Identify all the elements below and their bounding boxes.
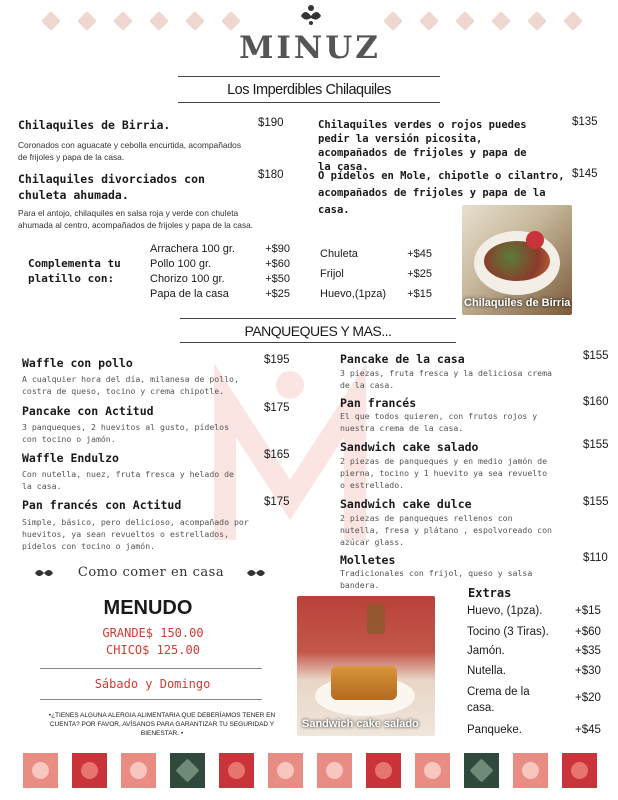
allergy-note: •¿TIENES ALGUNA ALERGIA ALIMENTARIA QUE DEBERÍAMOS TENER EN CUENTA? POR FAVOR, AVÍSANOS PARA GARANTIZAR TU SEGURIDAD Y BIENESTAR. • [48, 712, 276, 737]
item-name: Pan francés [340, 396, 417, 410]
extras-price: +$15 [575, 605, 601, 617]
extra-name: Huevo,(1pza) [320, 288, 387, 300]
sandwich-photo [297, 596, 435, 736]
menudo-title: MENUDO [103, 597, 193, 619]
photo-caption: Chilaquiles de Birria [464, 297, 571, 309]
tile-pattern [23, 753, 58, 788]
extras-price: +$60 [575, 626, 601, 638]
item-name: Chilaquiles verdes o rojos puedes pedir la versión picosita, acompañados de frijoles y papa de la casa. [318, 119, 527, 173]
item-desc: A cualquier hora del día, milanesa de pollo, costra de queso, tocino y crema chipotle. [22, 374, 239, 396]
extras-item [467, 605, 602, 617]
item-desc: 2 piezas de panqueques y en medio jamón de pierna, tocino y 1 huevito ya sea revuelto o estrellado. [340, 456, 548, 490]
tile-pattern [317, 753, 352, 788]
tile-pattern [219, 753, 254, 788]
item-desc: Coronados con aguacate y cebolla encurtida, acompañados de frijoles y papa de la casa. [18, 140, 242, 162]
item-desc: Simple, básico, pero delicioso, acompañado por huevitos, ya sean revueltos o estrellados, pídelos con tocino o jamón. [22, 517, 249, 551]
tile-pattern [562, 753, 597, 788]
item-desc: Para el antojo, chilaquiles en salsa roja y verde con chuleta ahumada al centro, acompañados de frijoles y papa de la casa. [18, 208, 254, 230]
extras-name: Jamón. [467, 645, 505, 657]
divider [40, 699, 262, 700]
tile-pattern [268, 753, 303, 788]
item-name: Pan francés con Actitud [22, 498, 182, 512]
option-price: +$90 [265, 243, 290, 255]
extras-name: Nutella. [467, 665, 506, 677]
item-name: Pancake de la casa [340, 352, 465, 366]
extras-price: +$45 [575, 724, 601, 736]
option-name: Papa de la casa [150, 288, 229, 300]
item-price: $155 [583, 496, 609, 508]
tile-pattern [366, 753, 401, 788]
item-price: $165 [264, 449, 290, 461]
item-price: $145 [572, 168, 598, 180]
item-desc: 3 piezas, fruta fresca y la deliciosa crema de la casa. [340, 368, 552, 390]
divider [178, 76, 440, 77]
item-price: $175 [264, 496, 290, 508]
extras-name: Crema de la casa. [467, 686, 530, 714]
item-desc: 2 piezas de panqueques rellenos con nutella, fresa y plátano , espolvoreado con azúcar glass. [340, 513, 552, 547]
item-price: $135 [572, 116, 598, 128]
extras-item [467, 684, 602, 716]
tile-pattern [513, 753, 548, 788]
extras-name: Huevo, (1pza). [467, 605, 543, 617]
option-price: +$60 [265, 258, 290, 270]
item-name: Waffle Endulzo [22, 451, 119, 465]
tile-pattern [72, 753, 107, 788]
extra-price: +$25 [407, 268, 432, 280]
item-price: $195 [264, 354, 290, 366]
item-name: O pídelos en Mole, chipotle o cilantro, acompañados de frijoles y papa de la casa. [318, 170, 565, 216]
section-title: Los Imperdibles Chilaquiles [227, 82, 391, 98]
divider [178, 102, 440, 103]
complementa-list [150, 242, 290, 302]
extras-item [467, 645, 602, 657]
extra-name: Chuleta [320, 248, 358, 260]
extras-item [467, 665, 602, 677]
item-price: $175 [264, 402, 290, 414]
item-price: $155 [583, 350, 609, 362]
menudo-days: Sábado y Domingo [94, 677, 211, 691]
item-name: Molletes [340, 553, 396, 567]
item-desc: Tradicionales con frijol, queso y salsa bandera. [340, 568, 533, 590]
menudo-chico: CHICO$ 125.00 [106, 643, 200, 657]
extras-list [320, 244, 432, 304]
item-name: Sandwich cake salado [340, 440, 479, 454]
item-name: Chilaquiles divorciados con chuleta ahumada. [18, 172, 205, 202]
section-title: PANQUEQUES Y MAS... [244, 323, 392, 339]
extras-price: +$20 [575, 692, 601, 704]
item-name: Chilaquiles de Birria. [18, 118, 171, 132]
item-price: $160 [583, 396, 609, 408]
extra-price: +$45 [407, 248, 432, 260]
item-name: Waffle con pollo [22, 356, 133, 370]
casa-title: Como comer en casa [77, 565, 225, 580]
item-price: $110 [583, 552, 608, 564]
option-price: +$25 [265, 288, 290, 300]
item-name: Sandwich cake dulce [340, 497, 472, 511]
item-price: $190 [258, 117, 284, 129]
option-name: Pollo 100 gr. [150, 258, 212, 270]
extras-title: Extras [468, 586, 512, 600]
divider [180, 342, 456, 343]
extras-item [467, 724, 602, 736]
item-desc: 3 panqueques, 2 huevitos al gusto, pídelos con tocino o jamón. [22, 422, 230, 444]
extras-price: +$30 [575, 665, 601, 677]
ornament-icon [299, 4, 323, 26]
extra-name: Frijol [320, 268, 344, 280]
menudo-grande: GRANDE$ 150.00 [102, 626, 204, 640]
extras-item [467, 626, 602, 638]
extra-price: +$15 [407, 288, 432, 300]
divider [40, 668, 262, 669]
photo-caption: Sandwich cake salado [302, 718, 419, 730]
option-price: +$50 [265, 273, 290, 285]
flourish-icon [246, 566, 266, 580]
item-price: $155 [583, 439, 609, 451]
item-desc: Con nutella, nuez, fruta fresca y helado de la casa. [22, 469, 234, 491]
extras-price: +$35 [575, 645, 601, 657]
extras-name: Panqueke. [467, 724, 522, 736]
option-name: Chorizo 100 gr. [150, 273, 225, 285]
complementa-label: Complementa tu platillo con: [28, 257, 121, 285]
item-name: Pancake con Actitud [22, 404, 154, 418]
option-name: Arrachera 100 gr. [150, 243, 235, 255]
tile-pattern [170, 753, 205, 788]
flourish-icon [34, 566, 54, 580]
divider [180, 318, 456, 319]
tile-pattern [415, 753, 450, 788]
brand-name: MINUZ [239, 30, 381, 66]
item-desc: El que todos quieren, con frutos rojos y nuestra crema de la casa. [340, 411, 538, 433]
item-price: $180 [258, 169, 284, 181]
tile-pattern [121, 753, 156, 788]
tile-pattern [464, 753, 499, 788]
extras-name: Tocino (3 Tiras). [467, 626, 549, 638]
